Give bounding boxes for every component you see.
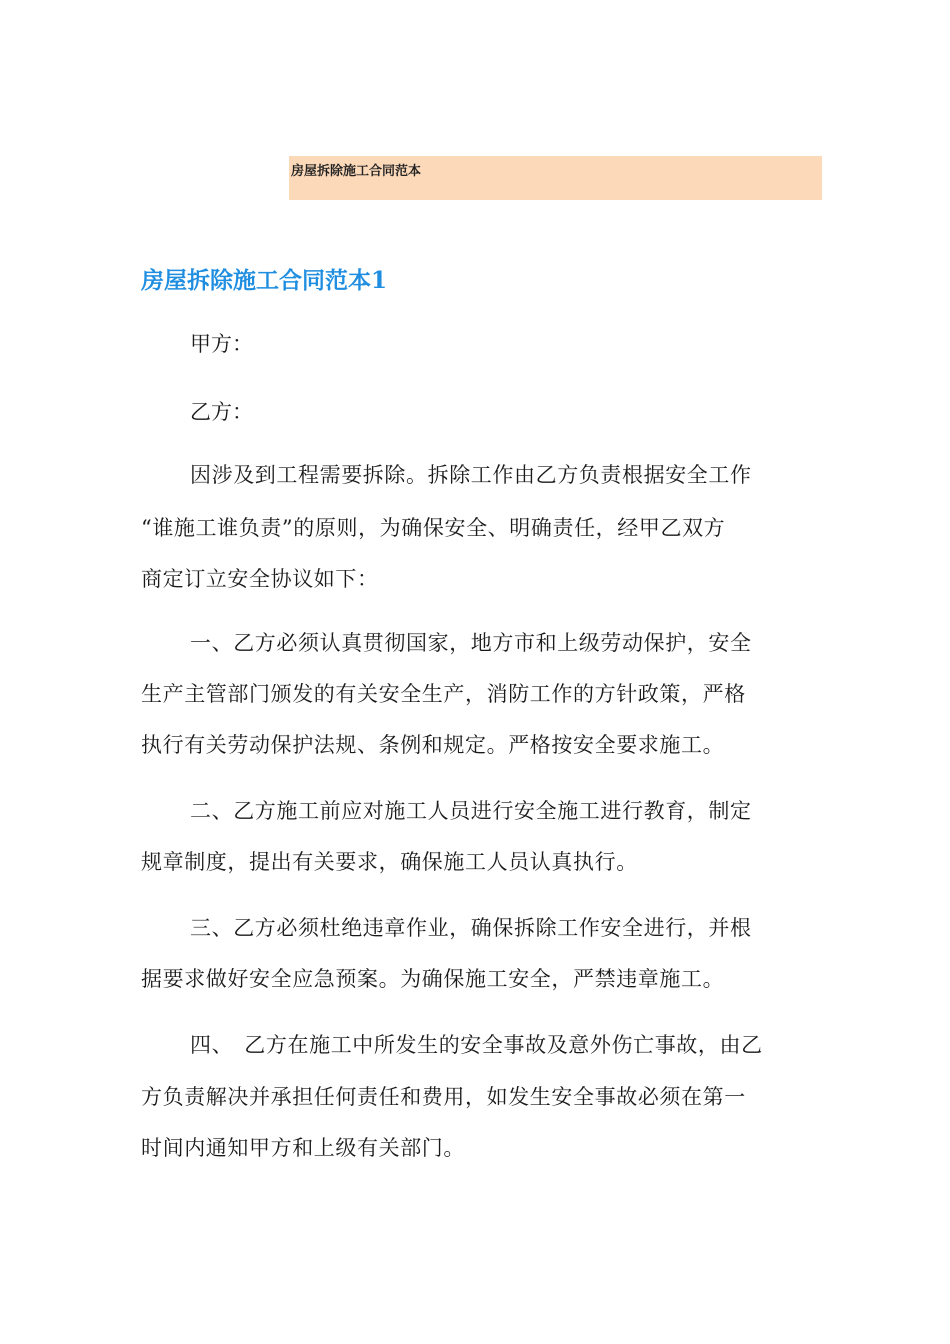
header-title: 房屋拆除施工合同范本	[291, 164, 422, 179]
paragraph-1-line-2: “谁施工谁负责”的原则，为确保安全、明确责任，经甲乙双方	[141, 516, 726, 540]
party-a-label: 甲方：	[190, 332, 253, 356]
paragraph-2-line-1: 一、乙方必须认真贯彻国家，地方市和上级劳动保护，安全	[190, 631, 752, 655]
paragraph-3-line-1: 二、乙方施工前应对施工人员进行安全施工进行教育，制定	[190, 799, 752, 823]
paragraph-4-line-1: 三、乙方必须杜绝违章作业，确保拆除工作安全进行，并根	[190, 916, 752, 940]
paragraph-1-line-3: 商定订立安全协议如下：	[141, 567, 379, 591]
paragraph-2-line-2: 生产主管部门颁发的有关安全生产，消防工作的方针政策，严格	[141, 682, 746, 706]
document-title: 房屋拆除施工合同范本1	[141, 267, 388, 294]
party-b-label: 乙方：	[190, 400, 253, 424]
paragraph-5-line-2: 方负责解决并承担任何责任和费用，如发生安全事故必须在第一	[141, 1085, 746, 1109]
paragraph-5-line-1: 四、 乙方在施工中所发生的安全事故及意外伤亡事故，由乙	[190, 1033, 763, 1057]
paragraph-2-line-3: 执行有关劳动保护法规、条例和规定。严格按安全要求施工。	[141, 733, 725, 757]
paragraph-5-line-3: 时间内通知甲方和上级有关部门。	[141, 1136, 465, 1160]
document-header-band	[289, 156, 822, 200]
paragraph-4-line-2: 据要求做好安全应急预案。为确保施工安全，严禁违章施工。	[141, 967, 725, 991]
paragraph-3-line-2: 规章制度，提出有关要求，确保施工人员认真执行。	[141, 850, 638, 874]
paragraph-1-line-1: 因涉及到工程需要拆除。拆除工作由乙方负责根据安全工作	[190, 463, 752, 487]
